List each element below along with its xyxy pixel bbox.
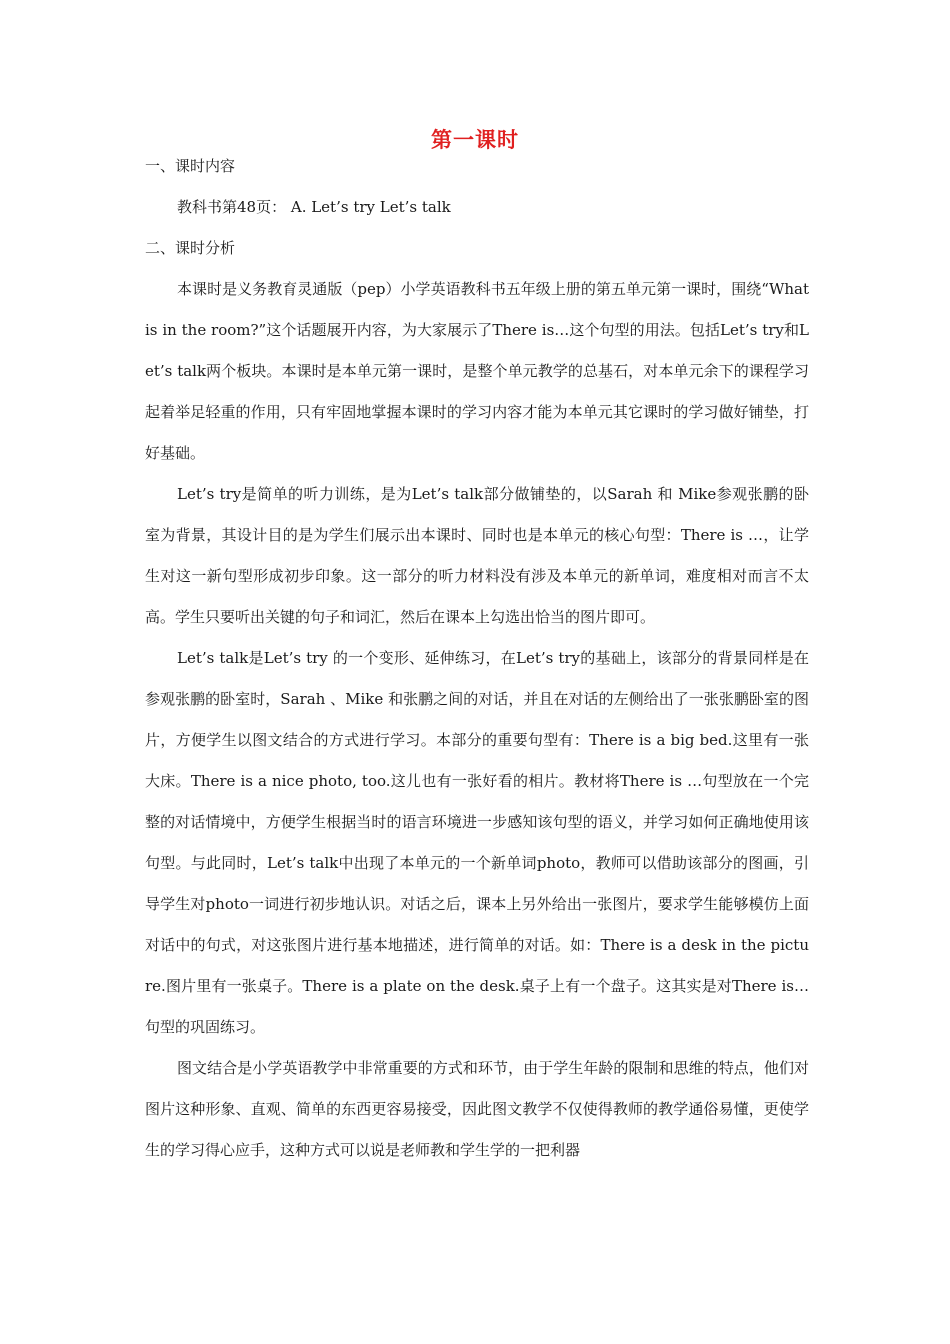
section-heading-lesson-analysis: 二、课时分析 — [145, 239, 236, 257]
analysis-paragraph-3: Let’s talk是Let’s try 的一个变形、延伸练习，在Let’s try的基础上，该部分的背景同样是在参观张鹏的卧室时，Sarah 、Mike 和张鹏之间的对话，并且在对话的左侧给出了一张张鹏卧室的图片，方便学生以图文结合的方式进行学习。本部分的重要句型有：There is a big bed.这里有一张大床。There is a nice photo, too.这儿也有一张好看的相片。教材将There is …句型放在一个完整的对话情境中，方便学生根据当时的语言环境进一步感知该句型的语义，并学习如何正确地使用该句型。与此同时，Let’s talk中出现了本单元的一个新单词photo，教师可以借助该部分的图画，引导学生对photo一词进行初步地认识。对话之后，课本上另外给出一张图片，要求学生能够模仿上面对话中的句式，对这张图片进行基本地描述，进行简单的对话。如：There is a desk in the picture.图片里有一张桌子。There is a plate on the desk.桌子上有一个盘子。这其实是对There is…句型的巩固练习。 — [145, 649, 809, 1036]
section-heading-lesson-content: 一、课时内容 — [145, 157, 236, 175]
analysis-paragraph-4: 图文结合是小学英语教学中非常重要的方式和环节，由于学生年龄的限制和思维的特点，他们对图片这种形象、直观、简单的东西更容易接受，因此图文教学不仅使得教师的教学通俗易懂，更使学生的学习得心应手，这种方式可以说是老师教和学生学的一把利器 — [145, 1059, 809, 1159]
analysis-paragraph-1: 本课时是义务教育灵通版（pep）小学英语教科书五年级上册的第五单元第一课时，围绕“What is in the room?”这个话题展开内容，为大家展示了There is…这个句型的用法。包括Let’s try和Let’s talk两个板块。本课时是本单元第一课时，是整个单元教学的总基石，对本单元余下的课程学习起着举足轻重的作用，只有牢固地掌握本课时的学习内容才能为本单元其它课时的学习做好铺垫，打好基础。 — [145, 280, 809, 462]
document-body — [145, 146, 809, 1171]
analysis-paragraph-2: Let’s try是简单的听力训练，是为Let’s talk部分做铺垫的，以Sarah 和 Mike参观张鹏的卧室为背景，其设计目的是为学生们展示出本课时、同时也是本单元的核心句型：There is …，让学生对这一新句型形成初步印象。这一部分的听力材料没有涉及本单元的新单词，难度相对而言不太高。学生只要听出关键的句子和词汇，然后在课本上勾选出恰当的图片即可。 — [145, 485, 809, 626]
page-title: 第一课时 — [431, 128, 519, 152]
textbook-reference: 教科书第48页： A. Let’s try Let’s talk — [177, 198, 451, 216]
